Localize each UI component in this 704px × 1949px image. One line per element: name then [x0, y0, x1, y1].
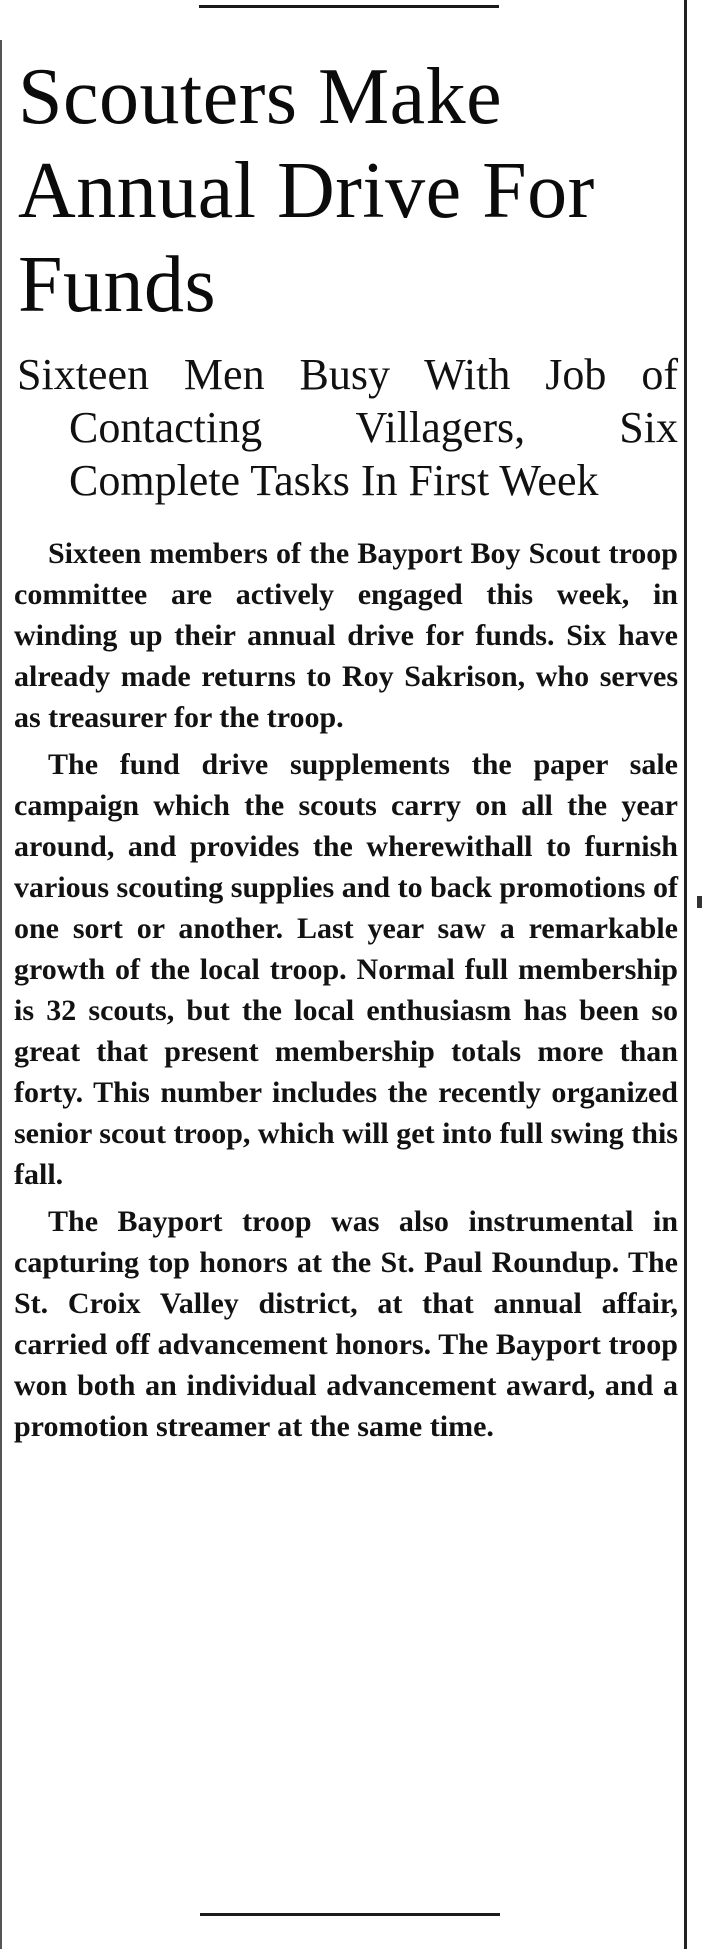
bottom-divider-rule: [200, 1913, 500, 1916]
column-border: [684, 0, 687, 1949]
margin-mark: [697, 896, 702, 908]
paragraph: Sixteen members of the Bayport Boy Scout troop committee are actively engaged this week, in winding up their annual drive for funds. Six have already made returns to Roy Sakrison, who serves as treasurer for the troop.: [14, 537, 678, 734]
headline: Scouters Make Annual Drive For Funds: [18, 53, 595, 329]
article-body: [14, 533, 678, 1447]
top-divider-rule: [199, 5, 499, 8]
left-column-border: [0, 40, 2, 1949]
paragraph: The fund drive supplements the paper sale campaign which the scouts carry on all the year around, and provides the wherewithall to furnish various scouting supplies and to back promotions of one sort or another. Last year saw a remarkable growth of the local troop. Normal full membership is 32 scouts, but the local enthusiasm has been so great that present membership totals more than forty. This number includes the recently organized senior scout troop, which will get into full swing this fall.: [14, 748, 678, 1191]
subheadline: Sixteen Men Busy With Job of Contacting Villagers, Six Complete Tasks In First Week: [17, 350, 678, 505]
news-article: [14, 30, 678, 1453]
paragraph: The Bayport troop was also instrumental in capturing top honors at the St. Paul Roundup. The St. Croix Valley district, at that annual affair, carried off advancement honors. The Bayport troop won both an individual advancement award, and a promotion streamer at the same time.: [14, 1205, 678, 1443]
